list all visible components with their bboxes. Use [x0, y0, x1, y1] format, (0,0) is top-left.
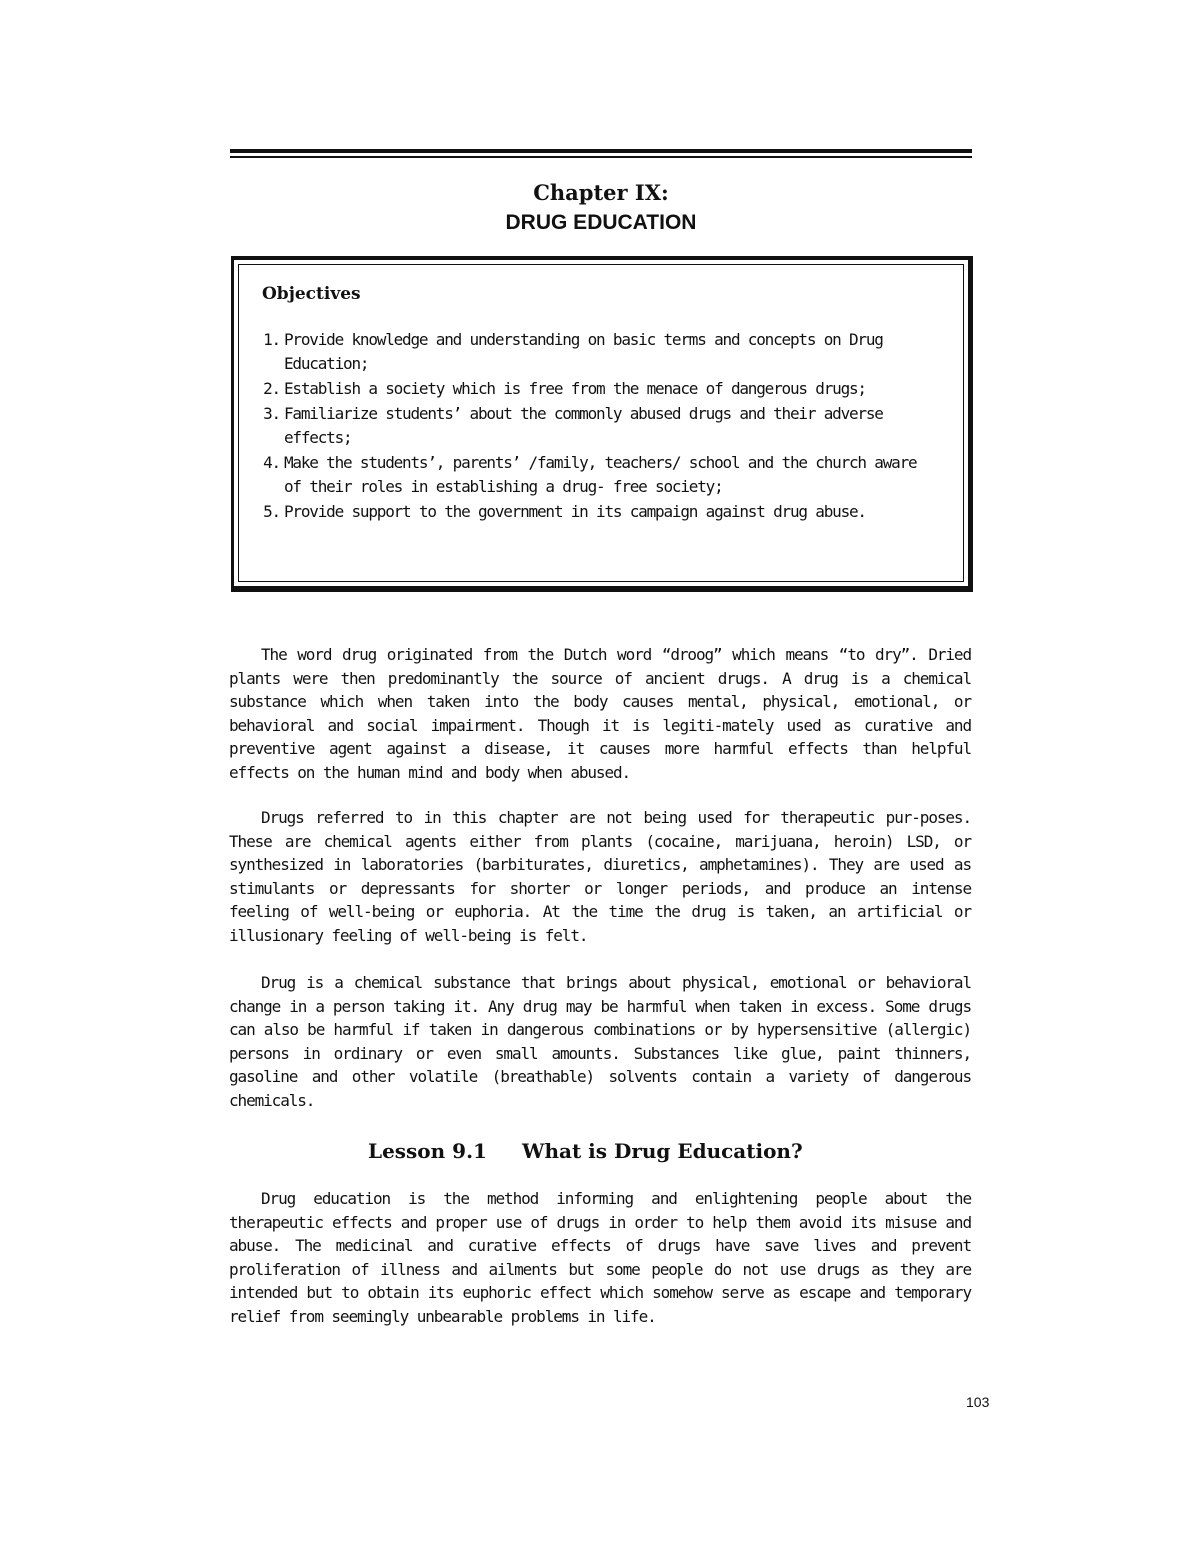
body-paragraph-definition: Drug is a chemical substance that brings about physical, emotional or behavioral change in a person taking it. Any drug may be harmful when taken in excess. Some drugs can also be harmful if taken in dangerous combinations or by hypersensitive (allergic) persons in ordinary or even small amounts. Substances like glue, paint thinners, gasoline and other volatile (breathable) solvents contain a variety of dangerous chemicals.	[229, 973, 971, 1110]
page-number: 103	[966, 1394, 990, 1410]
lesson-paragraph: Drug education is the method informing and enlightening people about the therapeutic effects and proper use of drugs in order to help them avoid its misuse and abuse. The medicinal and curative effects of drugs have save lives and prevent proliferation of illness and ailments but some people do not use drugs as they are intended but to obtain its euphoric effect which somehow serve as escape and temporary relief from seemingly unbearable problems in life.	[229, 1189, 971, 1326]
objectives-heading: Objectives	[262, 284, 361, 304]
objectives-list	[254, 328, 934, 525]
objective-item	[254, 451, 934, 499]
objective-text: Provide knowledge and understanding on basic terms and concepts on Drug Education;	[284, 330, 883, 373]
header-rule-thick	[230, 149, 972, 153]
objective-text: Familiarize students’ about the commonly abused drugs and their adverse effects;	[284, 404, 883, 447]
objective-number: 5.	[263, 502, 280, 521]
chapter-label: Chapter IX:	[533, 180, 669, 205]
objective-item	[254, 402, 934, 450]
body-paragraph-chemical-agents: Drugs referred to in this chapter are not being used for therapeutic pur-poses. These are chemical agents either from plants (cocaine, marijuana, heroin) LSD, or synthesized in laboratories (barbiturates, diuretics, amphetamines). They are used as stimulants or depressants for shorter or longer periods, and produce an intense feeling of well-being or euphoria. At the time the drug is taken, an artificial or illusionary feeling of well-being is felt.	[229, 808, 971, 945]
objective-item	[254, 377, 934, 401]
objective-text: Make the students’, parents’ /family, teachers/ school and the church aware of their roles in establishing a drug- free society;	[284, 453, 917, 496]
body-paragraph-origin: The word drug originated from the Dutch word “droog” which means “to dry”. Dried plants were then predominantly the source of ancient drugs. A drug is a chemical substance which when taken into the body causes mental, physical, emotional, or behavioral and social impairment. Though it is legiti-mately used as curative and preventive agent against a disease, it causes more harmful effects than helpful effects on the human mind and body when abused.	[229, 645, 971, 782]
lesson-number: Lesson 9.1	[368, 1139, 487, 1163]
objective-number: 1.	[263, 330, 280, 349]
objective-text: Establish a society which is free from the menace of dangerous drugs;	[284, 379, 866, 398]
header-rule-thin	[230, 156, 972, 158]
objective-number: 4.	[263, 453, 280, 472]
objective-item	[254, 328, 934, 376]
chapter-title: DRUG EDUCATION	[505, 211, 697, 234]
lesson-title: What is Drug Education?	[522, 1139, 803, 1163]
objective-number: 3.	[263, 404, 280, 423]
objective-item	[254, 500, 934, 524]
lesson-heading	[368, 1137, 803, 1165]
objectives-box	[231, 256, 973, 592]
objective-number: 2.	[263, 379, 280, 398]
objective-text: Provide support to the government in its campaign against drug abuse.	[284, 502, 866, 521]
